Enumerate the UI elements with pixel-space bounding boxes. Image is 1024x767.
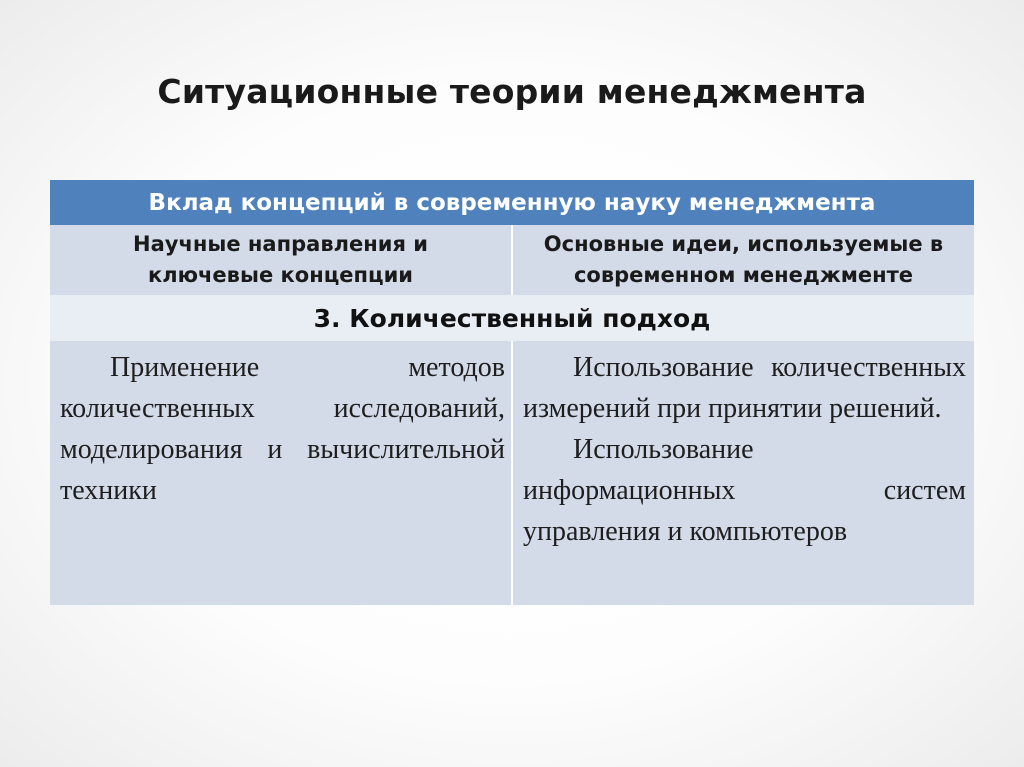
table-header: Вклад концепций в современную науку менеджмента (50, 180, 974, 225)
table-header-row (50, 180, 974, 225)
slide-title: Ситуационные теории менеджмента (157, 72, 867, 111)
content-row (50, 341, 974, 605)
concepts-table (50, 180, 974, 605)
column-header-ideas: Основные идеи, используемые в современном менеджменте (512, 225, 974, 295)
ideas-cell (512, 341, 974, 605)
ideas-text-1: Использование количественных измерений при принятии решений. (523, 352, 966, 424)
directions-text: Применение методов количественных исследований, моделирования и вычислительной техники (60, 352, 505, 506)
column-headers-row (50, 225, 974, 295)
section-title: 3. Количественный подход (50, 295, 974, 341)
ideas-text-2: Использование информационных систем управления и компьютеров (523, 434, 966, 547)
section-row (50, 295, 974, 341)
column-header-directions: Научные направления и ключевые концепции (50, 225, 512, 295)
directions-cell (50, 341, 512, 605)
